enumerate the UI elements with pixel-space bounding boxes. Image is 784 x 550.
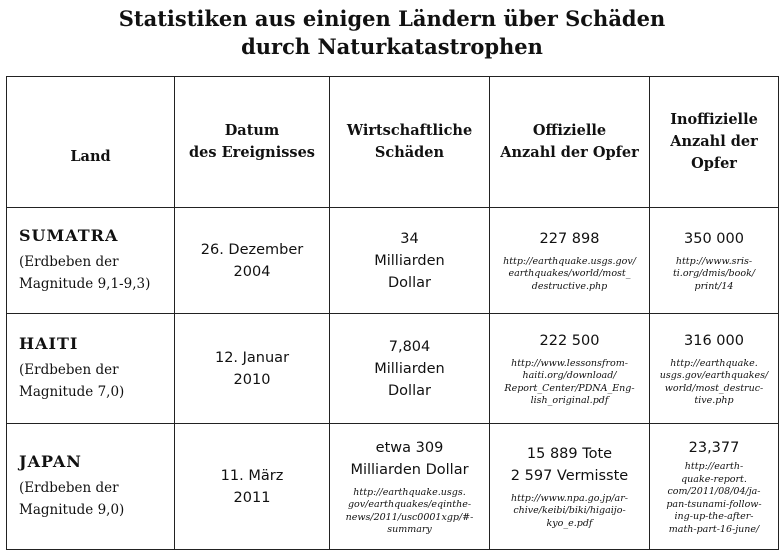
cell-land: SUMATRA (Erdbeben der Magnitude 9,1-9,3): [7, 208, 175, 314]
header-datum: Datum des Ereignisses: [175, 77, 330, 208]
cell-offiziell: 227 898 http://earthquake.usgs.gov/ earthquakes/world/most_ destructive.php: [490, 208, 650, 314]
table-row: [7, 314, 779, 424]
header-inoffiziell: Inoffizielle Anzahl der Opfer: [650, 77, 779, 208]
table-row: [7, 208, 779, 314]
cell-schaden: 7,804 Milliarden Dollar: [330, 314, 490, 424]
source-url: http://www.sris- ti.org/dmis/book/ print/14: [672, 255, 756, 292]
cell-inoffiziell: 316 000 http://earthquake. usgs.gov/earthquakes/ world/most_destruc- tive.php: [650, 314, 779, 424]
source-url: http://earthquake.usgs.gov/ earthquakes/world/most_ destructive.php: [503, 255, 636, 292]
statistics-table: [6, 76, 779, 550]
header-land: Land: [7, 77, 175, 208]
cell-datum: 26. Dezember 2004: [175, 208, 330, 314]
title-line-2: durch Naturkatastrophen: [241, 34, 543, 59]
title-line-1: Statistiken aus einigen Ländern über Schäden: [118, 6, 666, 31]
source-url: http://www.npa.go.jp/ar- chive/keibi/biki/higaijo- kyo_e.pdf: [511, 492, 628, 529]
cell-inoffiziell: 350 000 http://www.sris- ti.org/dmis/book/ print/14: [650, 208, 779, 314]
header-offiziell: Offizielle Anzahl der Opfer: [490, 77, 650, 208]
cell-offiziell: 15 889 Tote 2 597 Vermisste http://www.npa.go.jp/ar- chive/keibi/biki/higaijo- kyo_e.pdf: [490, 424, 650, 550]
cell-inoffiziell: 23,377 http://earth- quake-report. com/2011/08/04/ja- pan-tsunami-follow- ing-up-the-after- math-part-16-june/: [650, 424, 779, 550]
cell-datum: 12. Januar 2010: [175, 314, 330, 424]
cell-land: HAITI (Erdbeben der Magnitude 7,0): [7, 314, 175, 424]
cell-schaden: 34 Milliarden Dollar: [330, 208, 490, 314]
cell-land: JAPAN (Erdbeben der Magnitude 9,0): [7, 424, 175, 550]
page-title: [0, 5, 784, 61]
header-schaden: Wirtschaftliche Schäden: [330, 77, 490, 208]
cell-datum: 11. März 2011: [175, 424, 330, 550]
cell-offiziell: 222 500 http://www.lessonsfrom- haiti.org/download/ Report_Center/PDNA_Eng- lish_original.pdf: [490, 314, 650, 424]
cell-schaden: etwa 309 Milliarden Dollar http://earthquake.usgs. gov/earthquakes/eqinthe- news/2011/usc0001xgp/#- summary: [330, 424, 490, 550]
table-header-row: [7, 77, 779, 208]
source-url: http://earthquake.usgs. gov/earthquakes/eqinthe- news/2011/usc0001xgp/#- summary: [345, 486, 474, 535]
source-url: http://earth- quake-report. com/2011/08/04/ja- pan-tsunami-follow- ing-up-the-after- math-part-16-june/: [666, 461, 762, 535]
source-url: http://earthquake. usgs.gov/earthquakes/ world/most_destruc- tive.php: [659, 357, 769, 406]
source-url: http://www.lessonsfrom- haiti.org/download/ Report_Center/PDNA_Eng- lish_original.pdf: [504, 357, 635, 406]
table-row: [7, 424, 779, 550]
